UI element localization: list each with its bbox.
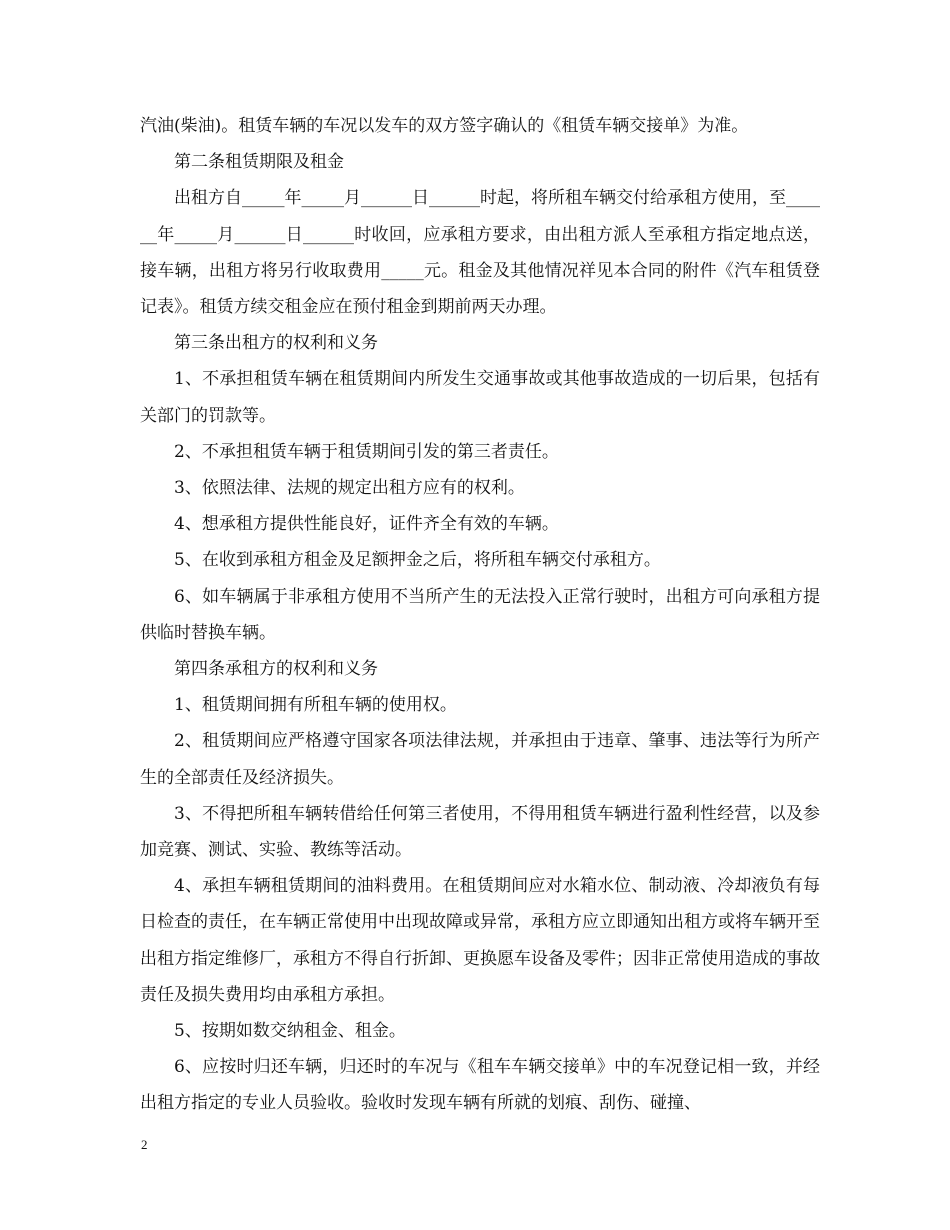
paragraph: 5、按期如数交纳租金、租金。 [174,1021,406,1042]
paragraph: 3、依照法律、法规的规定出租方应有的权利。 [174,478,525,499]
document-body [140,108,820,1122]
paragraph: 第二条租赁期限及租金 [174,152,344,173]
paragraph: 1、租赁期间拥有所租车辆的使用权。 [174,695,457,716]
paragraph: 第四条承租方的权利和义务 [174,659,378,680]
paragraph: 4、想承租方提供性能良好，证件齐全有效的车辆。 [174,514,559,535]
paragraph: 6、应按时归还车辆，归还时的车况与《租车车辆交接单》中的车况登记相一致，并经出租方指定的专业人员验收。验收时发现车辆有所就的划痕、刮伤、碰撞、 [140,1057,820,1114]
paragraph: 6、如车辆属于非承租方使用不当所产生的无法投入正常行驶时，出租方可向承租方提供临时替换车辆。 [140,586,820,643]
paragraph: 第三条出租方的权利和义务 [174,333,378,354]
paragraph: 出租方自_____年_____月______日______时起，将所租车辆交付给承租方使用，至______年_____月______日______时收回，应承租方要求，由出租方派人至承租方指定地点送，接车辆，出租方将另行收取费用_____元。租金及其他情况祥见本合同的附件《汽车租赁登记表》。租赁方续交租金应在预付租金到期前两天办理。 [140,188,820,318]
paragraph: 2、不承担租赁车辆于租赁期间引发的第三者责任。 [174,441,559,462]
paragraph: 汽油(柴油)。租赁车辆的车况以发车的双方签字确认的《租赁车辆交接单》为准。 [140,116,749,136]
paragraph: 5、在收到承租方租金及足额押金之后，将所租车辆交付承租方。 [174,550,661,571]
page-number: 2 [141,1137,148,1152]
paragraph: 3、不得把所租车辆转借给任何第三者使用，不得用租赁车辆进行盈利性经营，以及参加竞赛、测试、实验、教练等活动。 [140,803,820,861]
paragraph: 4、承担车辆租赁期间的油料费用。在租赁期间应对水箱水位、制动液、冷却液负有每日检查的责任，在车辆正常使用中出现故障或异常，承租方应立即通知出租方或将车辆开至出租方指定维修厂，承租方不得自行折卸、更换愿车设备及零件；因非正常使用造成的事故责任及损失费用均由承租方承担。 [140,876,820,1005]
paragraph: 2、租赁期间应严格遵守国家各项法律法规，并承担由于违章、肇事、违法等行为所产生的全部责任及经济损失。 [140,731,820,788]
paragraph: 1、不承担租赁车辆在租赁期间内所发生交通事故或其他事故造成的一切后果，包括有关部门的罚款等。 [140,369,820,426]
